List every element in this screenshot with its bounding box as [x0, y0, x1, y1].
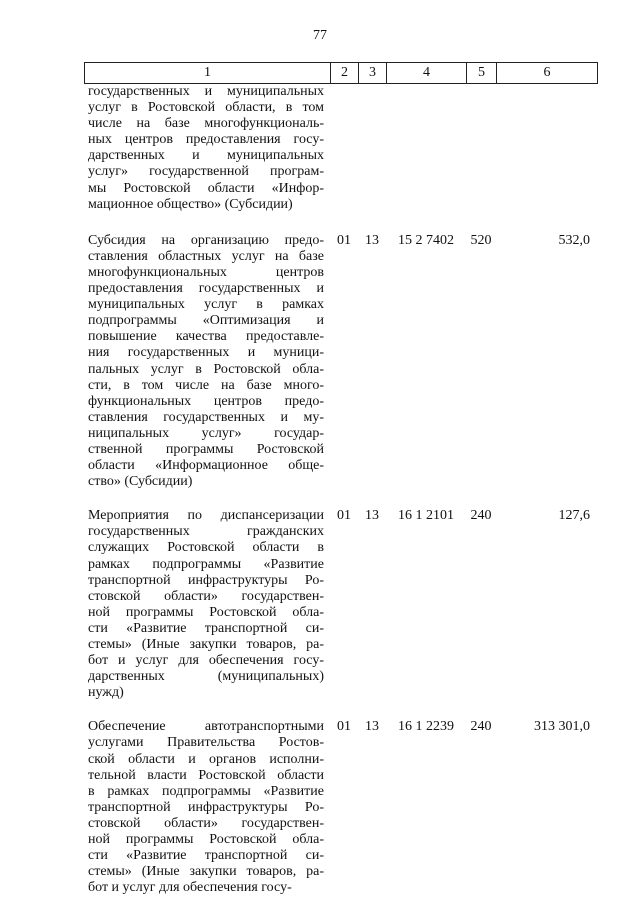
description-line: государственных гражданских	[88, 524, 324, 540]
description-line: Мероприятия по диспансеризации	[88, 508, 324, 524]
expense-type-code: 240	[470, 508, 492, 524]
subsection-code: 13	[365, 508, 379, 524]
description-line: функциональных центров предо-	[88, 393, 324, 409]
row-spacer	[84, 213, 598, 233]
subsection-code: 13	[365, 232, 379, 248]
description-line: дарственных и муниципальных	[88, 148, 324, 164]
amount-value	[496, 84, 596, 213]
description-line: Субсидия на организацию предо-	[88, 232, 324, 248]
expense-type-code: 520	[470, 232, 492, 248]
description-line: услуг» государственной програм-	[88, 164, 324, 180]
description-line: предоставления государственных и	[88, 281, 324, 297]
row-description	[84, 719, 330, 896]
description-line: рамках подпрограммы «Развитие	[88, 556, 324, 572]
description-line: подпрограммы «Оптимизация и	[88, 313, 324, 329]
description-line: пальных услуг в Ростовской обла-	[88, 361, 324, 377]
description-line: ство» (Субсидии)	[88, 474, 193, 490]
row-description	[84, 84, 330, 213]
column-header-1: 1	[85, 63, 331, 83]
description-line: стемы» (Иные закупки товаров, ра-	[88, 864, 324, 880]
row-spacer	[84, 701, 598, 719]
target-article-code: 16 1 2239	[398, 719, 454, 735]
description-line: тельной власти Ростовской области	[88, 767, 324, 783]
row-description	[84, 508, 330, 701]
description-line: государственных и муниципальных	[88, 84, 324, 99]
description-line: мационное общество» (Субсидии)	[88, 196, 293, 212]
table-header	[84, 62, 598, 84]
amount-value: 532,0	[558, 232, 590, 248]
table-body	[84, 84, 598, 896]
description-line: ставления областных услуг на базе	[88, 248, 324, 264]
description-line: стемы» (Иные закупки товаров, ра-	[88, 637, 324, 652]
description-line: муниципальных услуг в рамках	[88, 297, 324, 313]
table-row	[84, 719, 598, 896]
table-row	[84, 233, 598, 491]
description-line: повышение качества предоставле-	[88, 329, 324, 345]
amount-value: 313 301,0	[534, 719, 590, 735]
description-line: сти «Развитие транспортной си-	[88, 848, 324, 864]
description-line: услугами Правительства Ростов-	[88, 735, 324, 751]
target-article-code: 16 1 2101	[398, 508, 454, 524]
description-line: мы Ростовской области «Инфор-	[88, 180, 324, 196]
row-spacer	[84, 490, 598, 508]
column-header-6: 6	[543, 65, 551, 80]
column-header-5: 5	[467, 63, 497, 83]
table-row	[84, 84, 598, 213]
section-code: 01	[337, 719, 351, 735]
column-header-4: 4	[387, 63, 467, 83]
description-line: ниципальных услуг» государ-	[88, 425, 324, 441]
table-row	[84, 508, 598, 701]
description-line: стовской области» государствен-	[88, 588, 324, 604]
description-line: ной программы Ростовской обла-	[88, 604, 324, 620]
page-number: 77	[313, 28, 327, 43]
description-line: ных центров предоставления госу-	[88, 132, 324, 148]
description-line: ной программы Ростовской обла-	[88, 832, 324, 848]
description-line: транспортной инфраструктуры Ро-	[88, 799, 324, 815]
description-line: сти «Развитие транспортной си-	[88, 620, 324, 636]
description-line: в рамках подпрограммы «Развитие	[88, 783, 324, 799]
column-header-2: 2	[331, 63, 359, 83]
amount-value: 127,6	[558, 508, 590, 524]
description-line: многофункциональных центров	[88, 264, 324, 280]
description-line: дарственных (муниципальных)	[88, 669, 324, 685]
section-code	[330, 84, 358, 213]
description-line: сти, в том числе на базе много-	[88, 377, 324, 393]
description-line: бот и услуг для обеспечения госу-	[88, 653, 324, 669]
description-line: транспортной инфраструктуры Ро-	[88, 572, 324, 588]
target-article-code	[386, 84, 466, 213]
description-line: области «Информационное обще-	[88, 458, 324, 474]
expense-type-code	[466, 84, 496, 213]
description-line: служащих Ростовской области в	[88, 540, 324, 556]
description-line: стовской области» государствен-	[88, 815, 324, 831]
target-article-code: 15 2 7402	[398, 232, 454, 248]
description-line: услуг в Ростовской области, в том	[88, 100, 324, 116]
subsection-code	[358, 84, 386, 213]
description-line: нужд)	[88, 685, 124, 701]
description-line: ния государственных и муници-	[88, 345, 324, 361]
column-header-3: 3	[359, 63, 387, 83]
description-line: бот и услуг для обеспечения госу-	[88, 880, 292, 896]
description-line: Обеспечение автотранспортными	[88, 719, 324, 735]
row-description	[84, 233, 330, 491]
description-line: ской области и органов исполни-	[88, 751, 324, 767]
description-line: ставления государственных и му-	[88, 409, 324, 425]
section-code: 01	[337, 232, 351, 248]
description-line: ственной программы Ростовской	[88, 441, 324, 457]
section-code: 01	[337, 508, 351, 524]
expense-type-code: 240	[470, 719, 492, 735]
description-line: числе на базе многофункциональ-	[88, 116, 324, 132]
subsection-code: 13	[365, 719, 379, 735]
